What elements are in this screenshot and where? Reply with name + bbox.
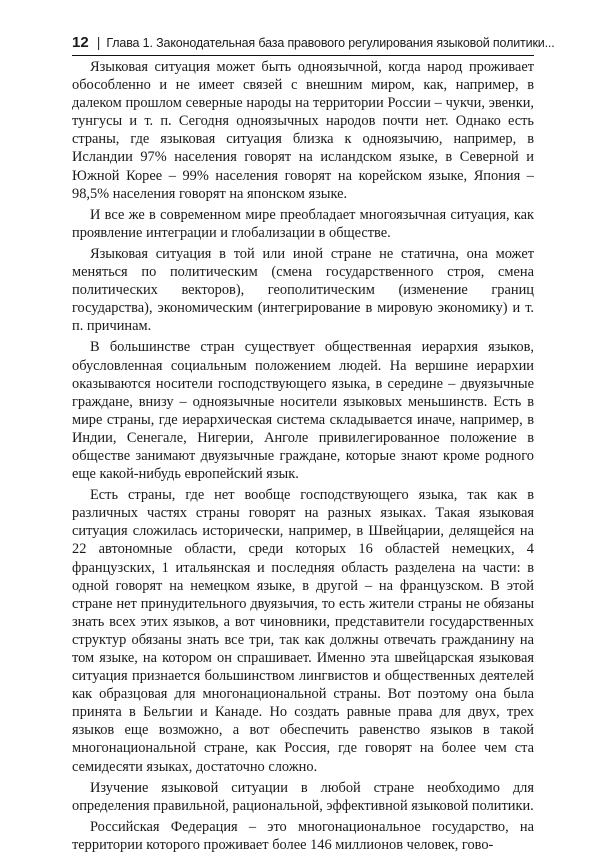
paragraph: Языковая ситуация может быть одноязычной, когда народ проживает обособленно и не имеет связей с внешним миром, как, например, в далеком прошлом северные народы на территории России – чукчи, эвенки, тунгусы и т. п. Сегодня одноязычных народов почти нет. Однако есть страны, где языковая ситуация близка к одноязычию, например, в Исландии 97% населения говорят на исландском языке, в Северной и Южной Корее – 99% населения говорят на корейском языке, Япония – 98,5% населения говорят на японском языке. [72,59,534,202]
paragraph: И все же в современном мире преобладает многоязычная ситуация, как проявление интеграции и глобализации в обществе. [72,206,534,241]
running-header [72,34,555,54]
page-number: 12 [72,34,89,51]
body-text [72,58,534,857]
header-rule [72,55,534,56]
running-title: Глава 1. Законодательная база правового регулирования языковой политики... [106,36,555,50]
paragraph: Есть страны, где нет вообще господствующего языка, так как в различных частях страны говорят на разных языках. Такая языковая ситуация сложилась исторически, например, в Швейцарии, делящейся на 22 автономные области, среди которых 16 областей немецких, 4 французских, 1 итальянская и последняя область разделена на части: в одной говорят на немецком языке, в другой – на французском. В этой стране нет принудительного двуязычия, то есть жители страны не обязаны знать всех этих языков, а вот чиновники, представители государственных структур обязаны знать все три, так как должны отвечать гражданину на том языке, на котором он спрашивает. Именно эта швейцарская языковая ситуация признается большинством лингвистов и общественных деятелей как образцовая для многонациональной страны. Вот поэтому она была принята в Бельгии и Канаде. Но создать равные права для двух, трех языков еще возможно, а вот обеспечить равенство языков в такой многонациональной стране, как Россия, где говорят на более чем ста семидесяти языках, достаточно сложно. [72,487,534,775]
header-separator: | [96,34,101,50]
paragraph: Изучение языковой ситуации в любой стране необходимо для определения правильной, рациональной, эффективной языковой политики. [72,779,534,814]
paragraph: Российская Федерация – это многонациональное государство, на территории которого проживает более 146 миллионов человек, гово- [72,818,534,853]
paragraph: В большинстве стран существует общественная иерархия языков, обусловленная социальным положением людей. На вершине иерархии оказываются носители господствующего языка, в середине – двуязычные граждане, внизу – одноязычные носители языковых меньшинств. Есть в мире страны, где иерархическая система складывается иначе, например, в Индии, Сенегале, Нигерии, Анголе привилегированное положение в обществе занимают двуязычные граждане, которые знают кроме родного еще какой-нибудь европейский язык. [72,339,534,483]
paragraph: Языковая ситуация в той или иной стране не статична, она может меняться по политическим (смена государственного строя, смена политических векторов), геополитическим (изменение границ государства), экономическим (интегрирование в мировую экономику) и т. п. причинам. [72,245,534,335]
